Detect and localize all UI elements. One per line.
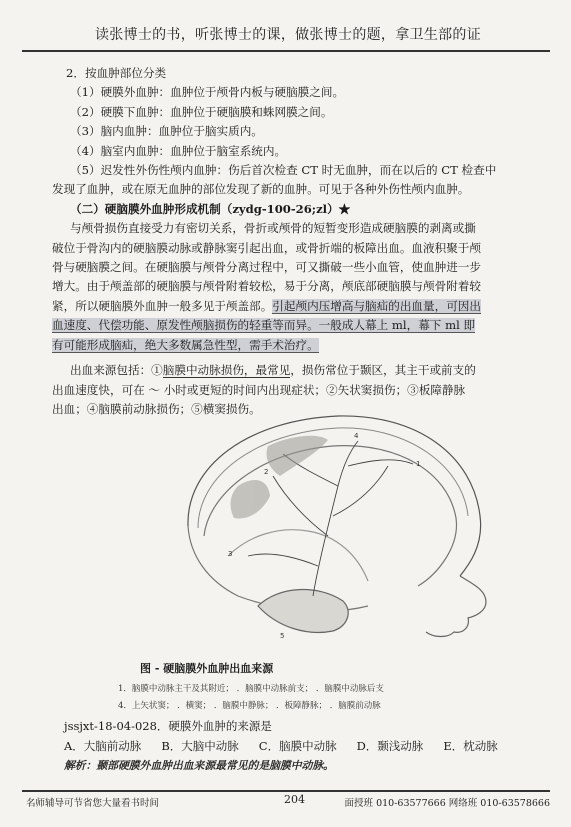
answer-analysis: 解析：颞部硬膜外血肿出血来源最常见的是脑膜中动脉。 <box>64 759 334 772</box>
page-footer <box>26 793 550 811</box>
highlighted-text: 引起颅内压增高与脑疝的出血量，可因出 <box>272 298 481 313</box>
list-item-continued: 发现了血肿，或在原无血肿的部位发现了新的血肿。可见于各种外伤性颅内血肿。 <box>52 182 470 197</box>
cerebellum <box>258 590 348 633</box>
paragraph-line: 出血速度快，可在 ～ 小时或更短的时间内出现症状；②矢状窦损伤；③板障静脉 <box>52 382 466 397</box>
subsection-title: （二）硬脑膜外血肿形成机制（zydg-100-26;zl）★ <box>70 201 351 216</box>
option-d: D．颞浅动脉 <box>356 739 424 753</box>
paragraph-line <box>52 336 538 355</box>
highlighted-text: 有可能形成脑疝，绝大多数属急性型，需手术治疗。 <box>52 337 319 352</box>
list-item: （3）脑内血肿：血肿位于脑实质内。 <box>70 124 263 139</box>
option-c: C．脑膜中动脉 <box>258 739 337 753</box>
paragraph-line <box>56 361 538 380</box>
list-item: （4）脑室内血肿：血肿位于脑室系统内。 <box>70 143 287 158</box>
paragraph-text: 出血来源包括：① <box>70 363 163 378</box>
answer-options <box>64 736 534 756</box>
underlined-text: 脑膜中动脉损伤，最常见 <box>162 363 291 378</box>
paragraph-line: 骨与硬脑膜之间。在硬脑膜与颅骨分离过程中，可又撕破一些小血管，使血肿进一步 <box>52 260 481 275</box>
figure-caption: 图 - 硬脑膜外血肿出血来源 <box>140 662 274 675</box>
question-stem: jssjxt-18-04-028．硬膜外血肿的来源是 <box>64 719 272 733</box>
paragraph-line <box>52 297 538 316</box>
svg-text:3: 3 <box>228 550 233 558</box>
paragraph-line <box>52 316 538 335</box>
option-e: E．枕动脉 <box>443 739 498 753</box>
footer-contact: 面授班 010-63577666 网络班 010-63578666 <box>344 798 550 809</box>
svg-text:1: 1 <box>416 460 421 468</box>
hematoma-shading <box>231 436 328 519</box>
svg-text:5: 5 <box>280 632 285 640</box>
footer-divider <box>22 790 550 792</box>
figure-legend <box>118 681 538 715</box>
page-header-motto: 读张博士的书，听张博士的课，做张博士的题，拿卫生部的证 <box>94 27 482 43</box>
paragraph-line: 与颅骨损伤直接受力有密切关系，骨折或颅骨的短暂变形造成硬脑膜的剥离或撕 <box>70 221 476 236</box>
brain-figure-svg <box>168 406 498 646</box>
section-title: 2．按血肿部位分类 <box>66 66 167 80</box>
face-profile <box>426 576 486 637</box>
page-number: 204 <box>284 793 305 806</box>
option-b: B．大脑中动脉 <box>161 739 239 753</box>
main-text <box>52 64 538 419</box>
header-divider <box>22 50 550 52</box>
list-item: （2）硬膜下血肿：血肿位于硬脑膜和蛛网膜之间。 <box>70 104 333 119</box>
legend-line: 4．上矢状窦； ．横窦； ．脑膜中静脉； ．板障静脉； ．脑膜前动脉 <box>118 701 381 711</box>
paragraph-text: ，损伤常位于颞区，其主干或前支的 <box>290 363 476 378</box>
practice-question <box>64 716 534 776</box>
list-item: （5）迟发性外伤性颅内血肿：伤后首次检查 CT 时无血肿，而在以后的 CT 检查中 <box>70 163 497 178</box>
svg-text:2: 2 <box>264 468 269 476</box>
paragraph-line: 增大。由于颅盖部的硬脑膜与颅骨附着较松，易于分离，颅底部硬脑膜与颅骨附着较 <box>52 279 481 294</box>
footer-slogan: 名师辅导可节省您大量看书时间 <box>26 798 160 809</box>
highlighted-text: 血速度、代偿功能、原发性颅脑损伤的轻重等而异。一般成人幕上 ml，幕下 ml 即 <box>52 318 476 333</box>
paragraph-line: 破位于骨沟内的硬脑膜动脉或静脉窦引起出血，或骨折端的板障出血。血液积聚于颅 <box>52 240 481 255</box>
option-a: A．大脑前动脉 <box>64 739 142 753</box>
skull-illustration <box>168 406 498 646</box>
list-item: （1）硬膜外血肿：血肿位于颅骨内板与硬脑膜之间。 <box>70 85 345 100</box>
svg-text:4: 4 <box>354 432 359 440</box>
legend-line: 1．脑膜中动脉主干及其附近； ．脑膜中动脉前支； ．脑膜中动脉后支 <box>118 684 384 694</box>
paragraph-text: 紧，所以硬脑膜外血肿一般多见于颅盖部。 <box>52 298 273 313</box>
paragraph-line: 出血；④脑膜前动脉损伤；⑤横窦损伤。 <box>52 401 261 416</box>
